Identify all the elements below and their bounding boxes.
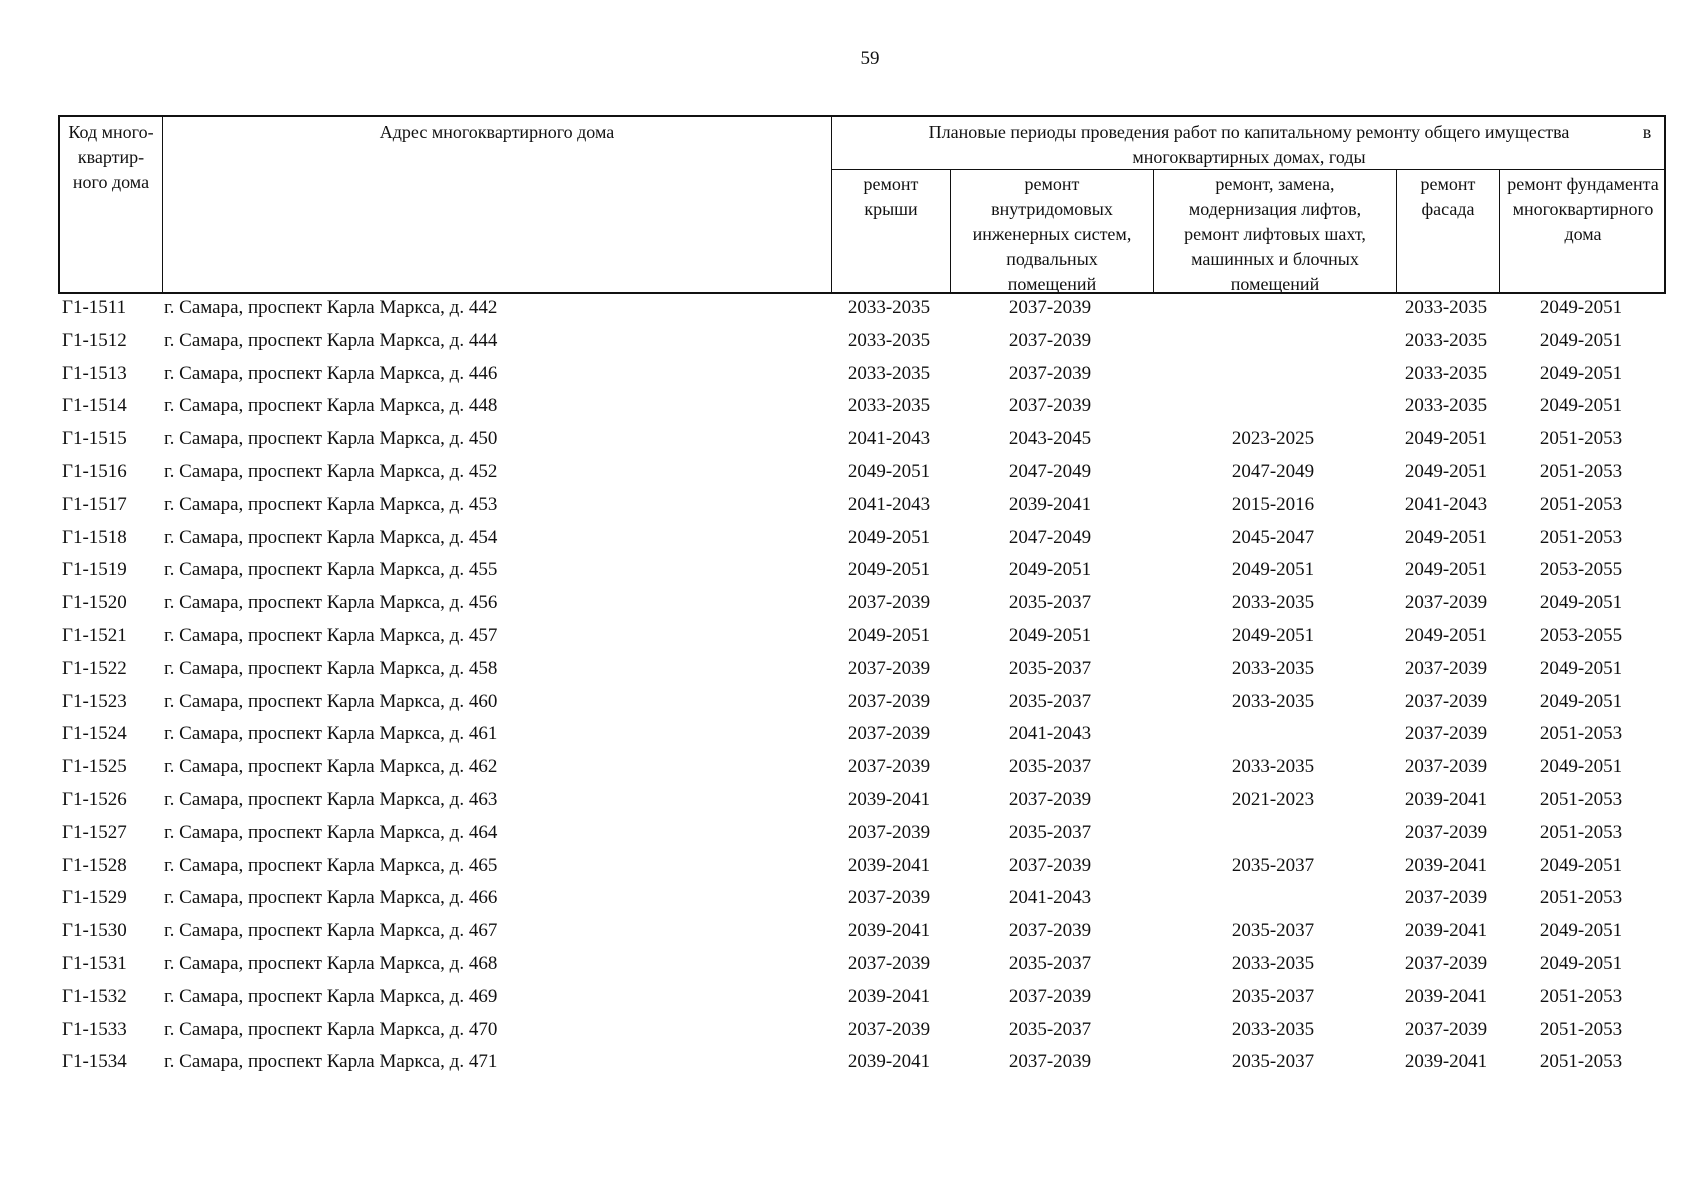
cell-lifts: 2049-2051 [1231,624,1315,646]
header-periods: Плановые периоды проведения работ по капитальному ремонту общего имущества многоквартирных домах, годы [928,122,1570,167]
cell-systems: 2043-2045 [1008,428,1092,450]
cell-address: г. Самара, проспект Карла Маркса, д. 458 [164,657,498,679]
cell-facade: 2033-2035 [1404,362,1488,384]
cell-roof: 2037-2039 [847,1018,931,1040]
cell-foundation: 2049-2051 [1539,592,1623,614]
cell-address: г. Самара, проспект Карла Маркса, д. 467 [164,920,498,942]
cell-foundation: 2049-2051 [1539,854,1623,876]
cell-code: Г1-1525 [62,756,127,778]
cell-address: г. Самара, проспект Карла Маркса, д. 461 [164,723,498,745]
cell-address: г. Самара, проспект Карла Маркса, д. 463 [164,788,498,810]
table-row [58,522,1666,555]
table-row [58,325,1666,358]
table-row [58,948,1666,981]
cell-code: Г1-1515 [62,428,127,450]
cell-facade: 2037-2039 [1404,690,1488,712]
header-roof: ремонт крыши [863,174,919,219]
header-lifts: ремонт, замена, модернизация лифтов, ремонт лифтовых шахт, машинных и блочных помещений [1184,174,1366,294]
cell-address: г. Самара, проспект Карла Маркса, д. 460 [164,690,498,712]
cell-systems: 2037-2039 [1008,362,1092,384]
cell-facade: 2037-2039 [1404,756,1488,778]
table-row [58,686,1666,719]
cell-lifts: 2033-2035 [1231,657,1315,679]
cell-code: Г1-1534 [62,1051,127,1073]
cell-facade: 2033-2035 [1404,297,1488,318]
cell-facade: 2039-2041 [1404,854,1488,876]
table-row [58,489,1666,522]
page-number: 59 [860,48,880,69]
cell-address: г. Самара, проспект Карла Маркса, д. 469 [164,985,498,1007]
cell-code: Г1-1518 [62,526,127,548]
cell-address: г. Самара, проспект Карла Маркса, д. 457 [164,624,498,646]
cell-facade: 2033-2035 [1404,329,1488,351]
table-row [58,718,1666,751]
cell-roof: 2033-2035 [847,395,931,417]
cell-code: Г1-1512 [62,329,127,351]
cell-systems: 2037-2039 [1008,920,1092,942]
cell-facade: 2049-2051 [1404,428,1488,450]
cell-foundation: 2049-2051 [1539,920,1623,942]
cell-code: Г1-1533 [62,1018,127,1040]
table-row [58,784,1666,817]
cell-systems: 2035-2037 [1008,592,1092,614]
cell-lifts: 2033-2035 [1231,592,1315,614]
cell-roof: 2033-2035 [847,297,931,318]
cell-foundation: 2051-2053 [1539,1018,1623,1040]
cell-address: г. Самара, проспект Карла Маркса, д. 444 [164,329,498,351]
cell-systems: 2037-2039 [1008,854,1092,876]
header-systems: ремонт внутридомовых инженерных систем, подвальных помещений [972,174,1132,294]
cell-roof: 2049-2051 [847,460,931,482]
cell-facade: 2037-2039 [1404,887,1488,909]
table-row [58,390,1666,423]
cell-systems: 2037-2039 [1008,1051,1092,1073]
cell-code: Г1-1519 [62,559,127,581]
cell-systems: 2037-2039 [1008,788,1092,810]
cell-address: г. Самара, проспект Карла Маркса, д. 464 [164,821,498,843]
cell-lifts: 2033-2035 [1231,952,1315,974]
cell-code: Г1-1524 [62,723,127,745]
cell-facade: 2037-2039 [1404,592,1488,614]
cell-foundation: 2049-2051 [1539,362,1623,384]
cell-roof: 2039-2041 [847,1051,931,1073]
cell-facade: 2033-2035 [1404,395,1488,417]
table-row [58,1014,1666,1047]
table-row [58,981,1666,1014]
cell-roof: 2039-2041 [847,854,931,876]
cell-systems: 2035-2037 [1008,821,1092,843]
cell-lifts: 2035-2037 [1231,1051,1315,1073]
cell-facade: 2049-2051 [1404,460,1488,482]
cell-foundation: 2051-2053 [1539,887,1623,909]
cell-address: г. Самара, проспект Карла Маркса, д. 448 [164,395,498,417]
cell-code: Г1-1514 [62,395,127,417]
cell-code: Г1-1517 [62,493,127,515]
cell-roof: 2041-2043 [847,493,931,515]
table-row [58,751,1666,784]
cell-facade: 2037-2039 [1404,821,1488,843]
cell-facade: 2041-2043 [1404,493,1488,515]
cell-lifts: 2035-2037 [1231,920,1315,942]
cell-facade: 2049-2051 [1404,624,1488,646]
cell-lifts: 2035-2037 [1231,985,1315,1007]
cell-code: Г1-1513 [62,362,127,384]
cell-lifts: 2023-2025 [1231,428,1315,450]
cell-lifts: 2047-2049 [1231,460,1315,482]
cell-address: г. Самара, проспект Карла Маркса, д. 468 [164,952,498,974]
cell-address: г. Самара, проспект Карла Маркса, д. 470 [164,1018,498,1040]
cell-foundation: 2049-2051 [1539,297,1623,318]
cell-facade: 2049-2051 [1404,526,1488,548]
cell-systems: 2037-2039 [1008,329,1092,351]
cell-foundation: 2053-2055 [1539,624,1623,646]
cell-systems: 2049-2051 [1008,624,1092,646]
cell-foundation: 2051-2053 [1539,788,1623,810]
cell-code: Г1-1530 [62,920,127,942]
cell-lifts: 2015-2016 [1231,493,1315,515]
table-row [58,554,1666,587]
cell-facade: 2039-2041 [1404,920,1488,942]
cell-roof: 2037-2039 [847,756,931,778]
cell-foundation: 2051-2053 [1539,428,1623,450]
cell-systems: 2037-2039 [1008,395,1092,417]
cell-roof: 2049-2051 [847,559,931,581]
cell-roof: 2037-2039 [847,690,931,712]
table-row [58,620,1666,653]
cell-address: г. Самара, проспект Карла Маркса, д. 465 [164,854,498,876]
cell-foundation: 2049-2051 [1539,329,1623,351]
cell-roof: 2033-2035 [847,362,931,384]
cell-systems: 2037-2039 [1008,297,1092,318]
cell-address: г. Самара, проспект Карла Маркса, д. 450 [164,428,498,450]
cell-roof: 2039-2041 [847,985,931,1007]
table-row [58,456,1666,489]
cell-code: Г1-1522 [62,657,127,679]
cell-foundation: 2049-2051 [1539,756,1623,778]
cell-roof: 2039-2041 [847,920,931,942]
cell-address: г. Самара, проспект Карла Маркса, д. 466 [164,887,498,909]
cell-code: Г1-1521 [62,624,127,646]
cell-foundation: 2049-2051 [1539,952,1623,974]
cell-facade: 2039-2041 [1404,985,1488,1007]
cell-foundation: 2049-2051 [1539,657,1623,679]
header-foundation: ремонт фундамента многоквартирного дома [1507,174,1659,244]
cell-foundation: 2051-2053 [1539,985,1623,1007]
cell-code: Г1-1520 [62,592,127,614]
cell-roof: 2037-2039 [847,821,931,843]
cell-code: Г1-1511 [62,297,127,318]
cell-roof: 2037-2039 [847,887,931,909]
cell-address: г. Самара, проспект Карла Маркса, д. 452 [164,460,498,482]
cell-systems: 2035-2037 [1008,952,1092,974]
header-periods-in: в [1642,122,1652,142]
cell-facade: 2037-2039 [1404,952,1488,974]
cell-lifts: 2033-2035 [1231,690,1315,712]
cell-foundation: 2051-2053 [1539,1051,1623,1073]
table-body [58,292,1666,1079]
table-row [58,292,1666,325]
cell-lifts: 2021-2023 [1231,788,1315,810]
cell-address: г. Самара, проспект Карла Маркса, д. 455 [164,559,498,581]
header-code: Код много- квартир- ного дома [68,122,154,192]
cell-lifts: 2033-2035 [1231,1018,1315,1040]
table-row [58,817,1666,850]
cell-roof: 2049-2051 [847,526,931,548]
cell-code: Г1-1531 [62,952,127,974]
cell-facade: 2049-2051 [1404,559,1488,581]
cell-foundation: 2049-2051 [1539,395,1623,417]
cell-foundation: 2049-2051 [1539,690,1623,712]
table-row [58,358,1666,391]
cell-address: г. Самара, проспект Карла Маркса, д. 462 [164,756,498,778]
cell-roof: 2039-2041 [847,788,931,810]
cell-address: г. Самара, проспект Карла Маркса, д. 442 [164,297,498,318]
header-facade: ремонт фасада [1420,174,1476,219]
cell-systems: 2041-2043 [1008,723,1092,745]
cell-systems: 2039-2041 [1008,493,1092,515]
cell-roof: 2049-2051 [847,624,931,646]
table-header [58,115,1666,294]
cell-roof: 2037-2039 [847,952,931,974]
table-row [58,587,1666,620]
cell-address: г. Самара, проспект Карла Маркса, д. 456 [164,592,498,614]
table-row [58,915,1666,948]
cell-systems: 2035-2037 [1008,657,1092,679]
cell-facade: 2037-2039 [1404,723,1488,745]
cell-foundation: 2053-2055 [1539,559,1623,581]
cell-address: г. Самара, проспект Карла Маркса, д. 454 [164,526,498,548]
cell-code: Г1-1527 [62,821,127,843]
cell-roof: 2033-2035 [847,329,931,351]
cell-foundation: 2051-2053 [1539,821,1623,843]
cell-code: Г1-1526 [62,788,127,810]
cell-address: г. Самара, проспект Карла Маркса, д. 471 [164,1051,498,1073]
cell-roof: 2037-2039 [847,723,931,745]
cell-systems: 2037-2039 [1008,985,1092,1007]
cell-code: Г1-1528 [62,854,127,876]
cell-facade: 2039-2041 [1404,1051,1488,1073]
cell-roof: 2041-2043 [847,428,931,450]
cell-foundation: 2051-2053 [1539,723,1623,745]
cell-roof: 2037-2039 [847,657,931,679]
cell-facade: 2039-2041 [1404,788,1488,810]
cell-facade: 2037-2039 [1404,657,1488,679]
cell-facade: 2037-2039 [1404,1018,1488,1040]
cell-code: Г1-1529 [62,887,127,909]
cell-foundation: 2051-2053 [1539,526,1623,548]
table-row [58,423,1666,456]
cell-systems: 2041-2043 [1008,887,1092,909]
cell-roof: 2037-2039 [847,592,931,614]
cell-systems: 2049-2051 [1008,559,1092,581]
cell-systems: 2035-2037 [1008,690,1092,712]
table-row [58,653,1666,686]
cell-lifts: 2033-2035 [1231,756,1315,778]
cell-lifts: 2035-2037 [1231,854,1315,876]
cell-foundation: 2051-2053 [1539,460,1623,482]
cell-code: Г1-1516 [62,460,127,482]
table-row [58,1046,1666,1079]
header-address: Адрес многоквартирного дома [379,122,615,142]
cell-code: Г1-1532 [62,985,127,1007]
cell-code: Г1-1523 [62,690,127,712]
cell-address: г. Самара, проспект Карла Маркса, д. 453 [164,493,498,515]
cell-systems: 2035-2037 [1008,756,1092,778]
cell-foundation: 2051-2053 [1539,493,1623,515]
table-row [58,850,1666,883]
cell-systems: 2047-2049 [1008,460,1092,482]
cell-address: г. Самара, проспект Карла Маркса, д. 446 [164,362,498,384]
cell-systems: 2035-2037 [1008,1018,1092,1040]
cell-lifts: 2045-2047 [1231,526,1315,548]
cell-lifts: 2049-2051 [1231,559,1315,581]
table-row [58,882,1666,915]
cell-systems: 2047-2049 [1008,526,1092,548]
